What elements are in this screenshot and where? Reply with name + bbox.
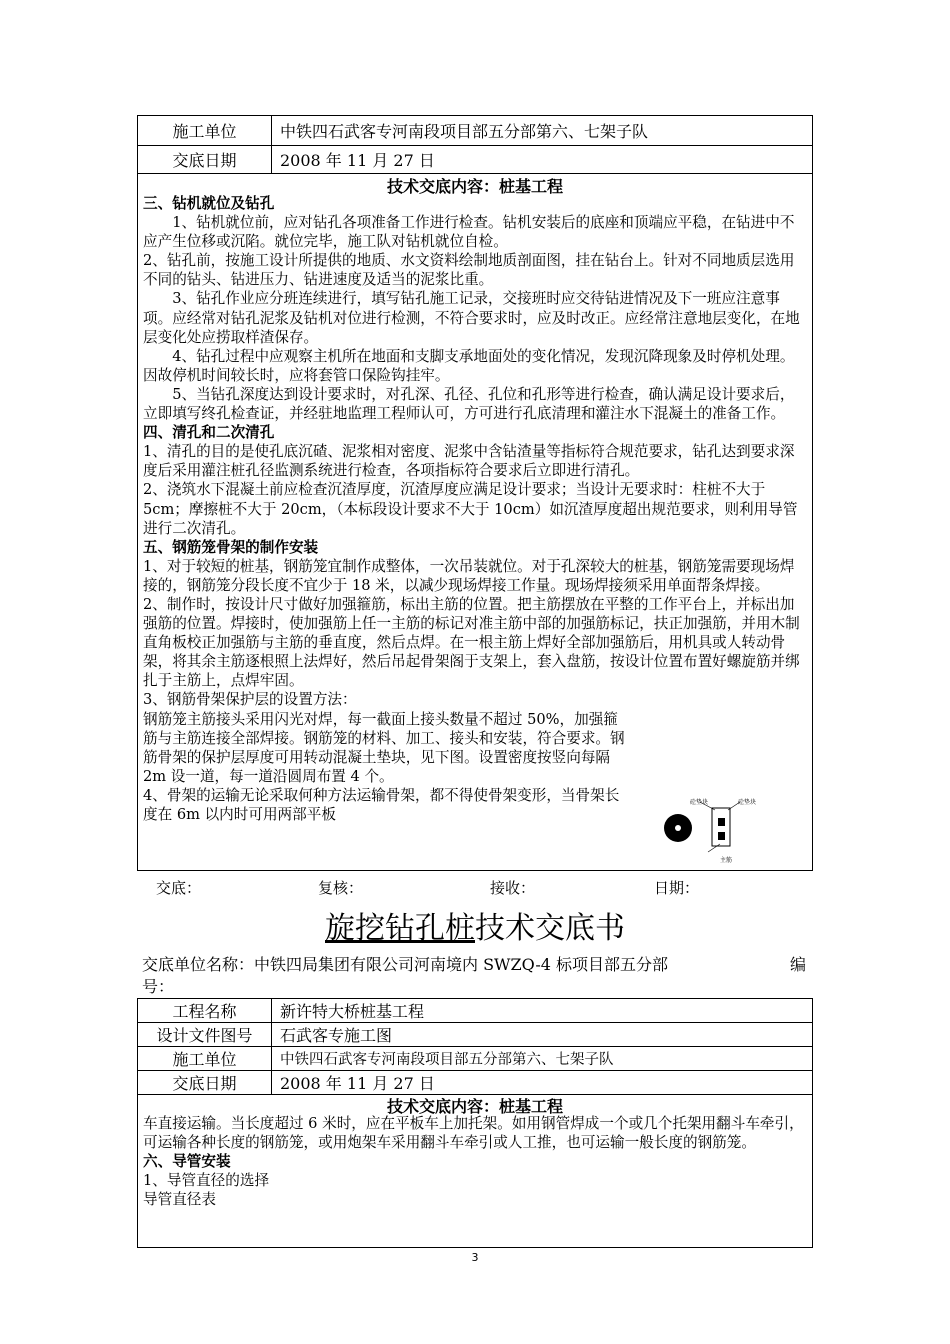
section-heading-6: 六、导管安装 xyxy=(143,1153,231,1171)
row-label-date: 交底日期 xyxy=(138,146,272,174)
paragraph: 2、制作时，按设计尺寸做好加强箍筋，标出主筋的位置。把主筋摆放在平整的工作平台上，并标出加强筋的位置。焊接时，使加强筋上任一主筋的标记对准主筋中部的加强筋标记，扶正加强筋，并用木制直角板校正加强筋与主筋的垂直度，然后点焊。在一根主筋上焊好全部加强筋后，用机具或人转动骨架，将其余主筋逐根照上法焊好，然后吊起骨架阁于支架上，套入盘筋，按设计位置布置好螺旋筋并绑扎于主筋上，点焊牢固。 xyxy=(143,595,800,690)
row-label-unit: 施工单位 xyxy=(138,1047,272,1071)
row-value-date: 2008 年 11 月 27 日 xyxy=(272,146,813,174)
row-label-date: 交底日期 xyxy=(138,1071,272,1095)
paragraph: 1、清孔的目的是使孔底沉碴、泥浆相对密度、泥浆中含钻渣量等指标符合规范要求，钻孔达到要求深度后采用灌注桩孔径监测系统进行检查，各项指标符合要求后立即进行清孔。 xyxy=(143,443,795,480)
section-heading-4: 四、清孔和二次清孔 xyxy=(143,424,275,442)
body-text-top xyxy=(143,194,807,824)
content-title-bottom: 技术交底内容：桩基工程 xyxy=(386,1097,563,1116)
figure-label: 主筋 xyxy=(720,857,733,864)
row-value-project: 新许特大桥桩基工程 xyxy=(272,999,813,1023)
page-number: 3 xyxy=(471,1251,479,1264)
row-value-drawing: 石武客专施工图 xyxy=(272,1023,813,1047)
row-value-unit: 中铁四石武客专河南段项目部五分部第六、七架子队 xyxy=(272,1047,813,1071)
unit-line: 交底单位名称：中铁四局集团有限公司河南境内 SWZQ-4 标项目部五分部 xyxy=(142,955,668,974)
title-rest: 技术交底书 xyxy=(475,911,625,946)
figure-label: 砼垫块 xyxy=(738,799,757,806)
sign-receive: 接收： xyxy=(490,879,536,897)
paragraph: 1、钻机就位前，应对钻孔各项准备工作进行检查。钻机安装后的底座和顶端应平稳，在钻进中不应产生位移或沉陷。就位完毕，施工队对钻机就位自检。 xyxy=(143,214,795,251)
paragraph: 3、钢筋骨架保护层的设置方法： xyxy=(143,691,357,709)
sign-review: 复核： xyxy=(318,879,364,897)
number-label: 编 xyxy=(790,955,807,974)
row-label-drawing: 设计文件图号 xyxy=(138,1023,272,1047)
content-title-top: 技术交底内容：桩基工程 xyxy=(386,177,563,196)
paragraph: 4、骨架的运输无论采取何种方法运输骨架，都不得使骨架变形，当骨架长度在 6m 以内时可用两部平板 xyxy=(143,786,620,823)
paragraph: 2、浇筑水下混凝土前应检查沉渣厚度，沉渣厚度应满足设计要求；当设计无要求时：柱桩不大于 5cm；摩擦桩不大于 20cm，（本标段设计要求不大于 10cm）如沉渣厚度超出规范要求，则利用导管进行二次清孔。 xyxy=(143,481,798,537)
paragraph: 车直接运输。当长度超过 6 米时，应在平板车上加托架。如用钢管焊成一个或几个托架用翻斗车牵引，可运输各种长度的钢筋笼，或用炮架车采用翻斗车牵引或人工推，也可运输一般长度的钢筋笼。 xyxy=(143,1115,804,1152)
section-heading-5: 五、钢筋笼骨架的制作安装 xyxy=(143,538,319,556)
figure-label: 砼垫块 xyxy=(690,799,709,806)
row-value-date: 2008 年 11 月 27 日 xyxy=(272,1071,813,1095)
document-title xyxy=(0,903,950,947)
paragraph: 2、钻孔前，按施工设计所提供的地质、水文资料绘制地质剖面图，挂在钻台上。针对不同地质层选用不同的钻头、钻进压力、钻进速度及适当的泥浆比重。 xyxy=(143,252,795,289)
paragraph: 3、钻孔作业应分班连续进行，填写钻孔施工记录，交接班时应交待钻进情况及下一班应注意事项。应经常对钻孔泥浆及钻机对位进行检测，不符合要求时，应及时改正。应经常注意地层变化，在地层变化处应捞取样渣保存。 xyxy=(143,290,800,346)
sign-date: 日期： xyxy=(654,879,700,897)
paragraph: 钢筋笼主筋接头采用闪光对焊，每一截面上接头数量不超过 50%，加强箍筋与主筋连接全部焊接。钢筋笼的材料、加工、接头和安装，符合要求。钢筋骨架的保护层厚度可用转动混凝土垫块，见下图。设置密度按竖向每隔 2m 设一道，每一道沿圆周布置 4 个。 xyxy=(143,710,625,785)
body-text-bottom xyxy=(143,1114,807,1209)
row-value-unit: 中铁四石武客专河南段项目部五分部第六、七架子队 xyxy=(272,116,813,146)
paragraph: 5、当钻孔深度达到设计要求时，对孔深、孔径、孔位和孔形等进行检查，确认满足设计要求后，立即填写终孔检查证，并经驻地监理工程师认可，方可进行孔底清理和灌注水下混凝土的准备工作。 xyxy=(143,385,795,423)
number-label-cont: 号： xyxy=(142,977,175,996)
paragraph: 1、对于较短的桩基，钢筋笼宜制作成整体，一次吊装就位。对于孔深较大的桩基，钢筋笼需要现场焊接的，钢筋笼分段长度不宜少于 18 米，以减少现场焊接工作量。现场焊接须采用单面帮条焊接。 xyxy=(143,557,795,594)
info-table-bottom xyxy=(137,998,813,1095)
sign-handover: 交底： xyxy=(156,879,202,897)
paragraph: 导管直径表 xyxy=(143,1191,216,1209)
paragraph: 1、导管直径的选择 xyxy=(143,1172,270,1190)
title-underlined: 旋挖钻孔桩 xyxy=(325,911,475,946)
paragraph: 4、钻孔过程中应观察主机所在地面和支脚支承地面处的变化情况，发现沉降现象及时停机处理。因故停机时间较长时，应将套管口保险钩挂牢。 xyxy=(143,347,795,384)
info-table-top xyxy=(137,115,813,174)
section-heading-3: 三、钻机就位及钻孔 xyxy=(143,195,275,212)
spacer-block-figure xyxy=(660,796,780,866)
row-label-project: 工程名称 xyxy=(138,999,272,1023)
row-label-unit: 施工单位 xyxy=(138,116,272,146)
